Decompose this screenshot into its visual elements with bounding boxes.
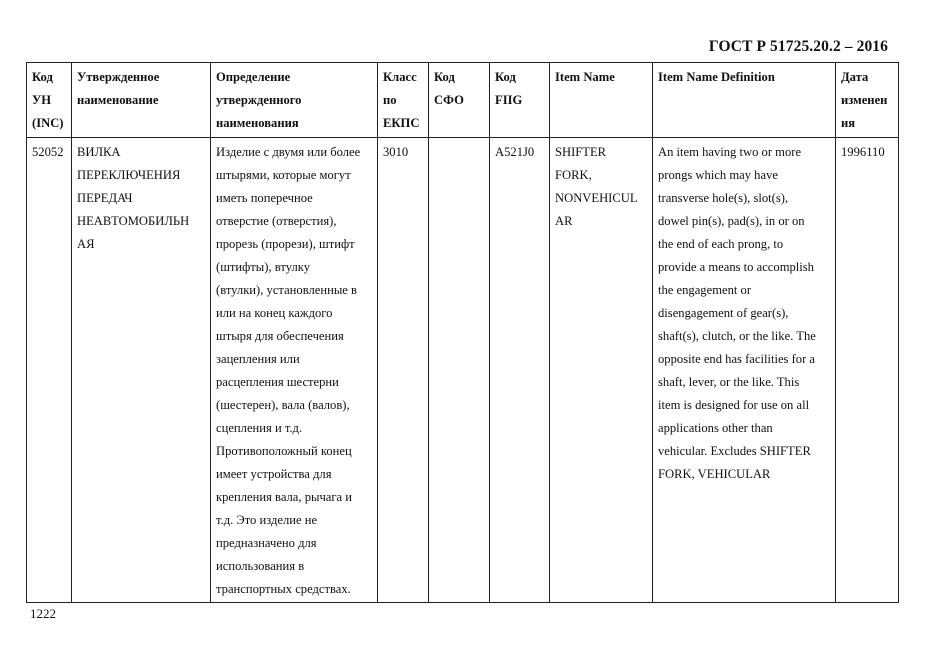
document-standard-header: ГОСТ Р 51725.20.2 – 2016 <box>708 38 888 55</box>
cell-inc: 52052 <box>27 138 72 603</box>
col-header-ekps-class: Класс по ЕКПС <box>378 63 429 138</box>
col-header-fiig-code: Код FIIG <box>490 63 550 138</box>
col-header-approved-name: Утвержденное наименование <box>72 63 211 138</box>
nomenclature-table <box>26 62 899 603</box>
col-header-change-date: Дата изменен ия <box>836 63 899 138</box>
cell-change-date: 1996110 <box>836 138 899 603</box>
cell-fiig-code: A521J0 <box>490 138 550 603</box>
page-number: 1222 <box>30 606 56 621</box>
col-header-sfo-code: Код СФО <box>429 63 490 138</box>
col-header-inc: Код УН (INC) <box>27 63 72 138</box>
col-header-definition: Определение утвержденного наименования <box>211 63 378 138</box>
cell-definition: Изделие с двумя или более штырями, которые могут иметь поперечное отверстие (отверстия), прорезь (прорези), штифт (штифты), втулку (втулки), установленные в или на конец каждого штыря для обеспечения зацепления или расцепления шестерни (шестерен), вала (валов), сцепления и т.д. Противоположный конец имеет устройства для крепления вала, рычага и т.д. Это изделие не предназначено для использования в транспортных средствах. <box>211 138 378 603</box>
cell-item-name: SHIFTER FORK, NONVEHICUL AR <box>550 138 653 603</box>
col-header-item-name-definition: Item Name Definition <box>653 63 836 138</box>
cell-sfo-code <box>429 138 490 603</box>
table-header-row <box>27 63 899 138</box>
cell-item-name-definition: An item having two or more prongs which may have transverse hole(s), slot(s), dowel pin(s), pad(s), in or on the end of each prong, to provide a means to accomplish the engagement or disengagement of gear(s), shaft(s), clutch, or the like. The opposite end has facilities for a shaft, lever, or the like. This item is designed for use on all applications other than vehicular. Excludes SHIFTER FORK, VEHICULAR <box>653 138 836 603</box>
col-header-item-name: Item Name <box>550 63 653 138</box>
cell-approved-name: ВИЛКА ПЕРЕКЛЮЧЕНИЯ ПЕРЕДАЧ НЕАВТОМОБИЛЬН АЯ <box>72 138 211 603</box>
table-row <box>27 138 899 603</box>
cell-ekps-class: 3010 <box>378 138 429 603</box>
